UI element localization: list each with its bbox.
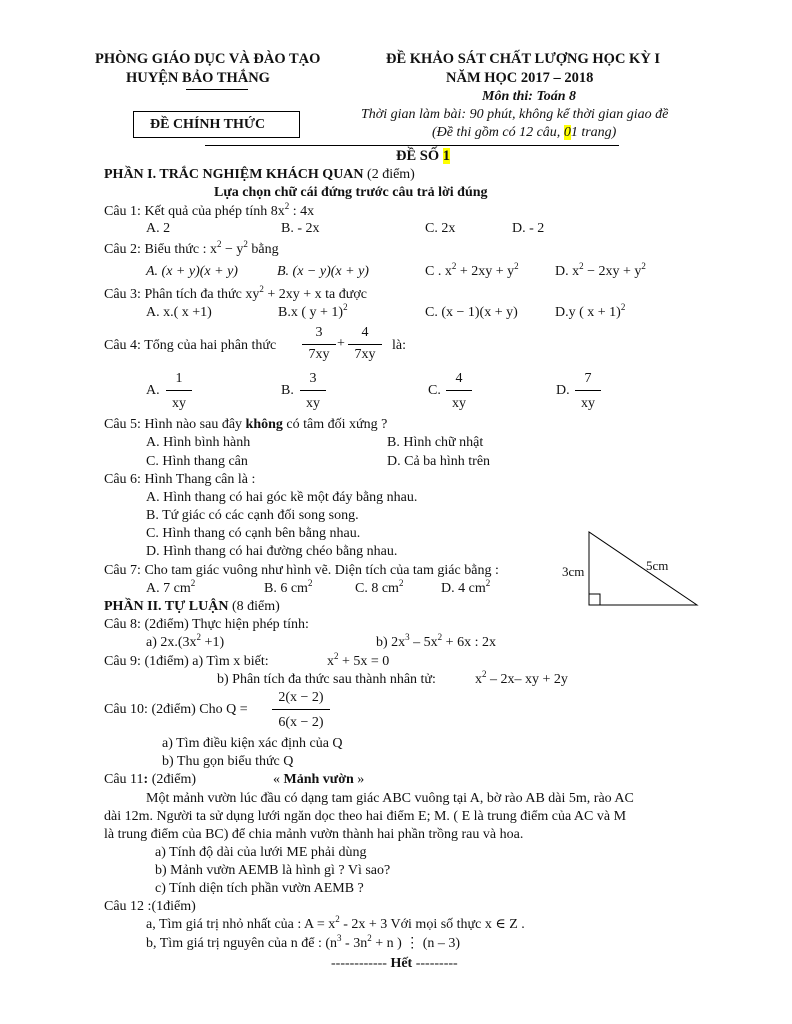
question-12: Câu 12 :(1điểm) [104, 899, 196, 914]
q4-frac2-den: 7xy [354, 347, 376, 362]
dept-underline [186, 89, 248, 90]
q4-fraction-1 [302, 326, 336, 366]
q4-option-b-label: B. [281, 383, 294, 398]
q4-fraction-2 [348, 326, 382, 366]
time-note: Thời gian làm bài: 90 phút, không kể thời gian giao đề [361, 107, 669, 122]
q11-part-c: c) Tính diện tích phần vườn AEMB ? [155, 881, 364, 896]
q7-option-d: D. 4 $cm^2$ [441, 578, 491, 596]
q5-option-a: A. Hình bình hành [146, 435, 251, 450]
question-5: Câu 5: Hình nào sau đây không có tâm đối xứng ? [104, 417, 388, 432]
q11-para-line3: là trung điểm của BC) để chia mảnh vườn thành hai phần trồng rau và hoa. [104, 827, 524, 842]
q4-a-den: xy [172, 396, 186, 411]
q9-equation: $x^2 + 5x = 0$ [327, 651, 390, 669]
q10-fraction [272, 691, 330, 731]
q12-part-b: b, Tìm giá trị nguyên của n để : ($n^3 - 3n^2 + n$ ) ⋮ (n – 3) [146, 933, 461, 951]
header-rule [205, 145, 619, 146]
q10-part-b: b) Thu gọn biểu thức Q [162, 754, 294, 769]
q5-option-d: D. Cả ba hình trên [387, 454, 491, 469]
question-7: Câu 7: Cho tam giác vuông như hình vẽ. Diện tích của tam giác bằng : [104, 563, 499, 578]
q4-tail: là: [392, 338, 406, 353]
q6-option-d: D. Hình thang có hai đường chéo bằng nhau. [146, 544, 398, 559]
q5-option-c: C. Hình thang cân [146, 454, 248, 469]
q4-frac1-den: 7xy [308, 347, 330, 362]
question-2: Câu 2: Biểu thức : $x^2 - y^2$ bằng [104, 239, 279, 257]
q4-b-num: 3 [309, 371, 317, 386]
right-triangle-figure [585, 528, 705, 610]
q7-option-c: C. 8 $cm^2$ [355, 578, 404, 596]
q3-option-c: C. (x − 1)(x + y) [425, 305, 518, 320]
q2-option-c: C . $x^2 + 2xy + y^2$ [425, 261, 519, 279]
pages-note: (Đề thi gồm có 12 câu, 01 trang) [432, 125, 617, 140]
question-3: Câu 3: Phân tích đa thức $xy^2 + 2xy + x$ ta được [104, 284, 367, 302]
question-9: Câu 9: (1điểm) a) Tìm x biết: [104, 654, 269, 669]
q4-plus: + [337, 336, 345, 351]
official-label: ĐỀ CHÍNH THỨC [150, 117, 266, 132]
q8-part-b: b) $2x^3 - 5x^2 + 6x$ : 2x [376, 632, 496, 650]
question-8: Câu 8: (2điểm) Thực hiện phép tính: [104, 617, 309, 632]
q2-option-b: B. (x − y)(x + y) [277, 264, 369, 279]
q4-option-a-label: A. [146, 383, 160, 398]
q4-a-num: 1 [175, 371, 183, 386]
q4-frac2-num: 4 [361, 325, 369, 340]
question-1: Câu 1: Kết quả của phép tính $8x^2$ : 4x [104, 201, 315, 219]
q4-c-den: xy [452, 396, 466, 411]
q9-part-b: b) Phân tích đa thức sau thành nhân tử: [217, 672, 436, 687]
q4-option-b-frac [300, 372, 326, 412]
part2-title: PHẦN II. TỰ LUẬN (8 điểm) [104, 599, 280, 614]
q11-part-a: a) Tính độ dài của lưới ME phải dùng [155, 845, 367, 860]
question-10: Câu 10: (2điểm) Cho Q = [104, 702, 248, 717]
end-marker: ------------ Hết --------- [331, 956, 458, 971]
q7-option-a: A. 7 $cm^2$ [146, 578, 196, 596]
q4-option-d-frac [575, 372, 601, 412]
school-year: NĂM HỌC 2017 – 2018 [446, 70, 594, 86]
q2-option-a: A. (x + y)(x + y) [146, 264, 238, 279]
q4-c-num: 4 [455, 371, 463, 386]
q7-option-b: B. 6 $cm^2$ [264, 578, 313, 596]
q1-option-d: D. - 2 [512, 221, 545, 236]
subject: Môn thi: Toán 8 [482, 89, 577, 104]
triangle-side-3cm: 3cm [562, 564, 585, 579]
q11-para-line2: dài 12m. Người ta sử dụng lưới ngăn dọc theo hai điểm E; M. ( E là trung điểm của AC và M [104, 809, 627, 824]
q1-option-b: B. - 2x [281, 221, 320, 236]
exam-title: ĐỀ KHẢO SÁT CHẤT LƯỢNG HỌC KỲ I [386, 51, 661, 67]
department-line1: PHÒNG GIÁO DỤC VÀ ĐÀO TẠO [95, 51, 321, 67]
q11-part-b: b) Mảnh vườn AEMB là hình gì ? Vì sao? [155, 863, 391, 878]
triangle-side-5cm: 5cm [646, 558, 669, 573]
q1-option-a: A. 2 [146, 221, 171, 236]
question-11: Câu 11: (2điểm) [104, 772, 197, 787]
q4-b-den: xy [306, 396, 320, 411]
q1-option-c: C. 2x [425, 221, 456, 236]
q3-option-b: B.x ( y + 1)$^2$ [278, 302, 348, 320]
q5-option-b: B. Hình chữ nhật [387, 435, 484, 450]
q3-option-a: A. x.( x +1) [146, 305, 212, 320]
department-line2: HUYỆN BẢO THẮNG [126, 70, 270, 86]
q4-option-d-label: D. [556, 383, 570, 398]
question-6: Câu 6: Hình Thang cân là : [104, 472, 256, 487]
q2-option-d: D. $x^2 - 2xy + y^2$ [555, 261, 646, 279]
q4-d-den: xy [581, 396, 595, 411]
q3-option-d: D.y ( x + 1)$^2$ [555, 302, 626, 320]
q4-frac1-num: 3 [315, 325, 323, 340]
q10-num: 2(x − 2) [278, 690, 324, 705]
q12-part-a: a, Tìm giá trị nhỏ nhất của : $A = x^2 - 2x + 3$ Với mọi số thực x ∈ Z . [146, 914, 525, 932]
q10-den: 6(x − 2) [278, 715, 324, 730]
q11-para-line1: Một mảnh vườn lúc đầu có dạng tam giác ABC vuông tại A, bờ rào AB dài 5m, rào AC [146, 791, 634, 806]
q11-title: « Mảnh vườn » [273, 772, 365, 787]
q4-option-c-frac [446, 372, 472, 412]
part1-title: PHẦN I. TRẮC NGHIỆM KHÁCH QUAN (2 điểm) [104, 167, 415, 182]
q10-part-a: a) Tìm điều kiện xác định của Q [162, 736, 343, 751]
q4-option-c-label: C. [428, 383, 441, 398]
q4-d-num: 7 [584, 371, 592, 386]
part1-instruction: Lựa chọn chữ cái đứng trước câu trả lời đúng [214, 185, 488, 200]
q9-part-b-expr: $x^2 - 2x-$ xy + 2y [475, 669, 568, 687]
question-4: Câu 4: Tổng của hai phân thức [104, 338, 277, 353]
q8-part-a: a) $2x.(3x^2 +1)$ [146, 632, 225, 650]
q6-option-c: C. Hình thang có cạnh bên bằng nhau. [146, 526, 361, 541]
q6-option-b: B. Tứ giác có các cạnh đối song song. [146, 508, 359, 523]
q4-option-a-frac [166, 372, 192, 412]
q6-option-a: A. Hình thang có hai góc kề một đáy bằng nhau. [146, 490, 418, 505]
exam-number: ĐỀ SỐ 1 [396, 148, 450, 164]
